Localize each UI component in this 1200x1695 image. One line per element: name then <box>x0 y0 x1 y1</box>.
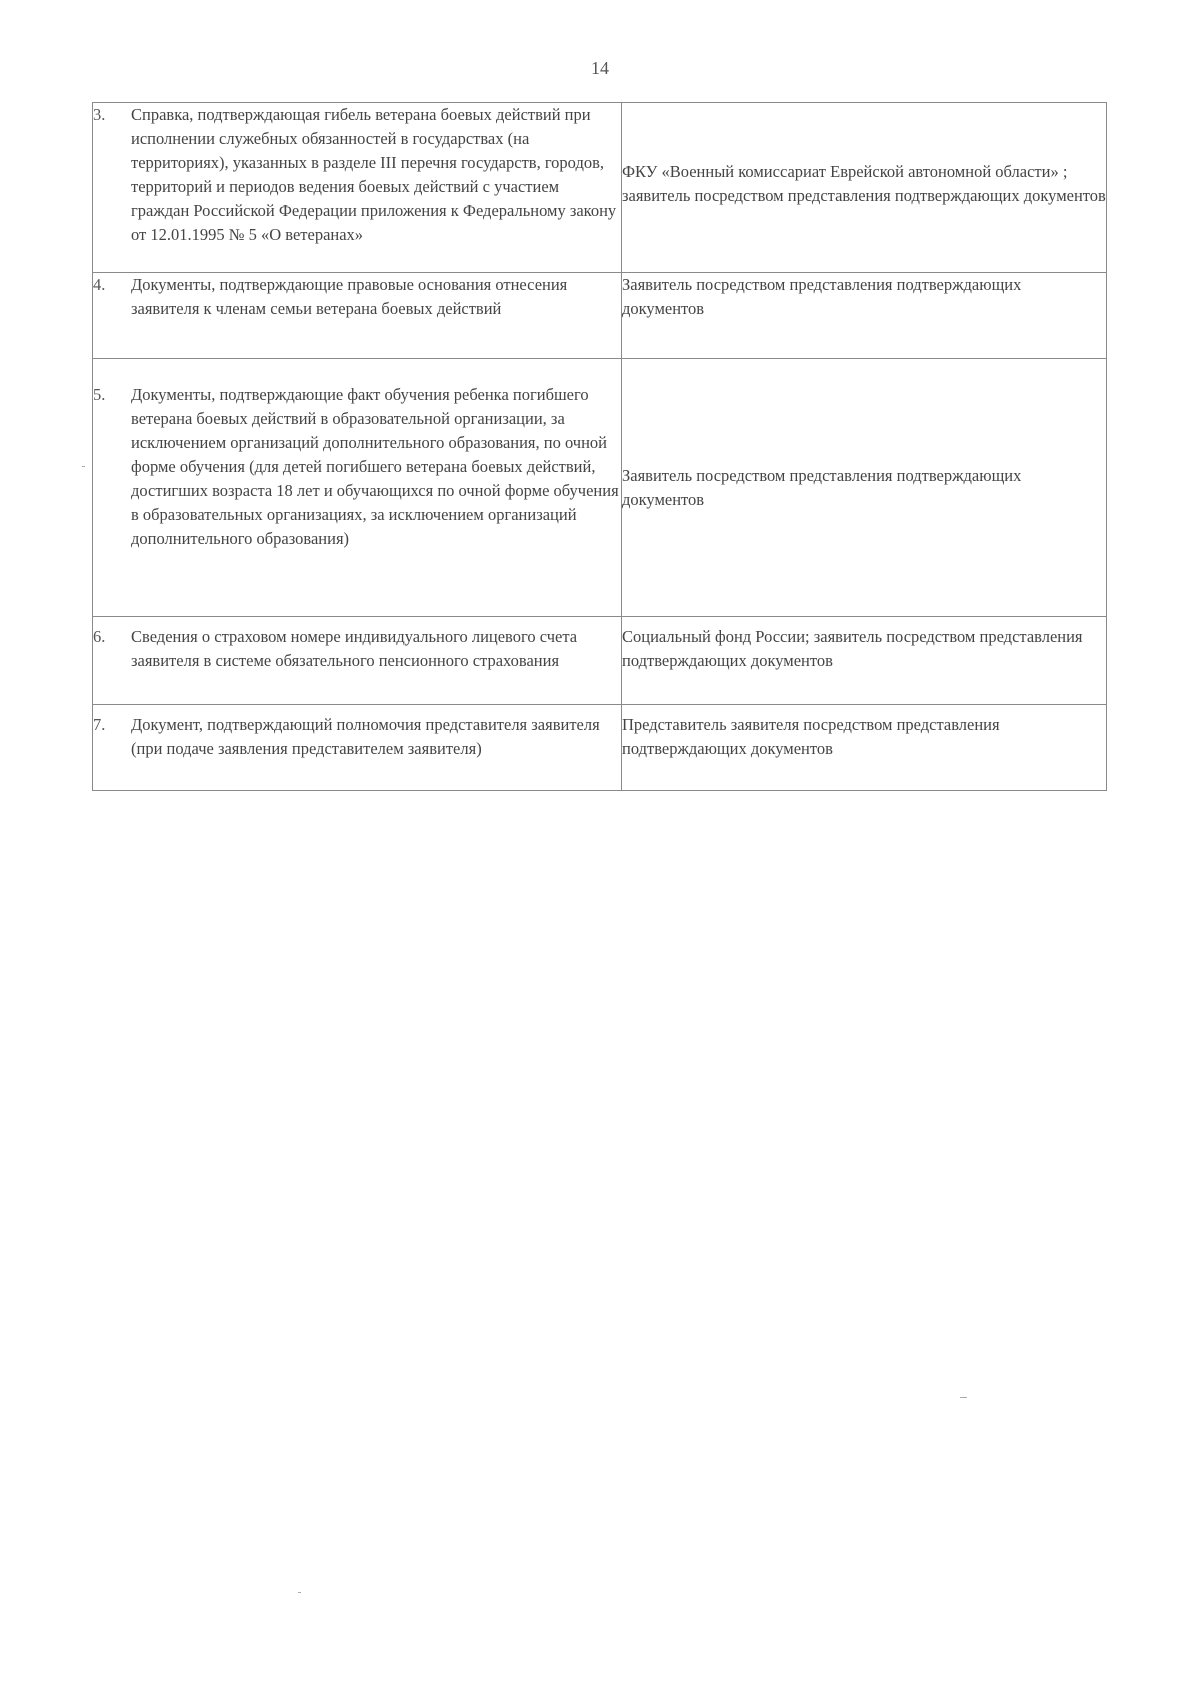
document-name: Документы, подтверждающие факт обучения ребенка погибшего ветерана боевых действий в образовательной организации, за исключением организаций дополнительного образования, по очной форме обучения (для детей погибшего ветерана боевых действий, достигших возраста 18 лет и обучающихся по очной форме обучения в образовательных организациях, за исключением организаций дополнительного образования) <box>131 385 619 548</box>
source-cell <box>622 705 1107 791</box>
document-source: Представитель заявителя посредством представления подтверждающих документов <box>622 715 1000 758</box>
scan-artifact <box>960 1397 967 1398</box>
source-cell <box>622 617 1107 705</box>
row-number: 6. <box>93 627 106 646</box>
source-cell <box>622 359 1107 617</box>
row-number: 3. <box>93 105 106 124</box>
document-source: Социальный фонд России; заявитель посредством представления подтверждающих документов <box>622 627 1083 670</box>
scan-artifact <box>82 466 85 467</box>
document-cell <box>93 617 622 705</box>
table-row <box>93 103 1107 273</box>
document-name: Сведения о страховом номере индивидуального лицевого счета заявителя в системе обязательного пенсионного страхования <box>131 627 578 670</box>
table-row <box>93 705 1107 791</box>
document-source: Заявитель посредством представления подтверждающих документов <box>622 275 1022 318</box>
document-cell <box>93 359 622 617</box>
table-row <box>93 273 1107 359</box>
row-number: 4. <box>93 275 106 294</box>
document-source: Заявитель посредством представления подтверждающих документов <box>622 465 1022 509</box>
source-cell <box>622 273 1107 359</box>
table-row <box>93 359 1107 617</box>
table-row <box>93 617 1107 705</box>
row-number: 5. <box>93 385 106 404</box>
source-cell <box>622 103 1107 273</box>
page-number: 14 <box>591 58 609 78</box>
row-number: 7. <box>93 715 106 734</box>
document-cell <box>93 273 622 359</box>
document-name: Документы, подтверждающие правовые основания отнесения заявителя к членам семьи ветерана боевых действий <box>131 275 568 318</box>
document-cell <box>93 705 622 791</box>
document-cell <box>93 103 622 273</box>
document-name: Справка, подтверждающая гибель ветерана боевых действий при исполнении служебных обязанностей в государствах (на территориях), указанных в разделе III перечня государств, городов, территорий и периодов ведения боевых действий с участием граждан Российской Федерации приложения к Федеральному закону от 12.01.1995 № 5 «О ветеранах» <box>131 105 617 244</box>
documents-table <box>92 102 1107 791</box>
document-name: Документ, подтверждающий полномочия представителя заявителя (при подаче заявления представителем заявителя) <box>131 715 600 758</box>
scan-artifact <box>298 1592 301 1593</box>
document-source: ФКУ «Военный комиссариат Еврейской автономной области» ; заявитель посредством представления подтверждающих документов <box>622 161 1106 205</box>
